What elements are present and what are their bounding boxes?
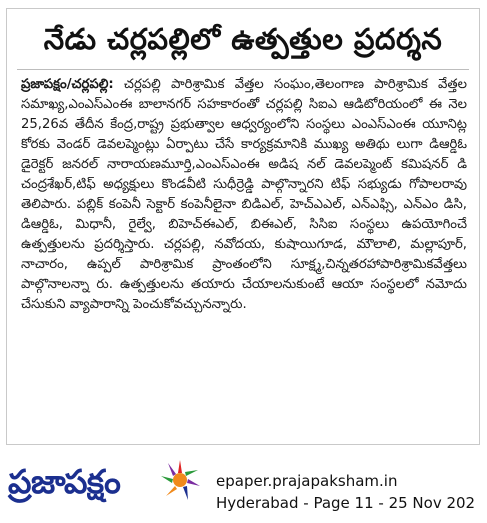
prajapaksham-logo	[8, 454, 204, 516]
headline-divider	[17, 69, 469, 70]
article-text: చర్లపల్లి పారిశ్రామిక వేత్తల సంఘం,తెలంగాణ పారిశ్రామిక వేత్తల సమాఖ్య,ఎంఎస్ఎంఈ బాలానగర్ సహకారంతో చర్లపల్లి సిఐఎ ఆడిటోరియంలో ఈ నెల 25,26వ తేదీన కేంద్ర,రాష్ట్ర ప్రభుత్వాల ఆధ్వర్యంలోని సంస్థలు ఎంఎస్ఎంఈ యూనిట్ల కోరకు వెండర్ డెవలప్మెంట్లు ఏర్పాటు చేసే కార్యక్రమానికి ముఖ్య అతిథు లుగా డిఆర్డిఓ డైరెక్టర్ జనరల్ నారాయణమూర్తి,ఎంఎస్ఎంఈ అడిష నల్ డెవలప్మెంట్ కమిషనర్ డి చంద్రశేఖర్,టిఫ్ అధ్యక్షులు కొండవీటి సుధీర్రెడ్డి పాల్గొన్నారని టిఫ్ సభ్యుడు గోపాలరావు తెలిపారు. పబ్లిక్ కంపెనీ సెక్టార్ కంపెనీలైనా బిడిఎల్, హెచ్ఎఎల్, ఎన్ఎఫ్సి, ఎన్ఎం డిసి, డిఆర్డిఓ, మిధానీ, రైల్వే, బిహెచ్ఈఎల్, బిఈఎల్, సిసిఐ సంస్థలు ఉపయోగించే ఉత్పత్తులను ప్రదర్శిస్తారు. చర్లపల్లి, నవోదయ, కుషాయిగూడ, మౌలాలి, మల్లాపూర్, నాచారం, ఉప్పల్ పారిశ్రామిక ప్రాంతంలోని సూక్ష్మ,చిన్నతరహాపారిశ్రామికవేత్తలు పాల్గొనాలన్నా రు. ఉత్పత్తులను తయారు చేయాలనుకుంటే ఆయా సంస్థలలో నమోదు చేసుకుని వ్యాపారాన్ని పెంచుకోవచ్చునన్నారు.	[21, 77, 467, 312]
news-clipping	[6, 8, 480, 445]
headline: నేడు చర్లపల్లిలో ఉత్పత్తుల ప్రదర్శన	[43, 22, 443, 56]
logo-burst-icon	[158, 458, 202, 502]
source-url: epaper.prajapaksham.in	[216, 472, 398, 490]
dateline: ప్రజాపక్షం/చర్లపల్లి:	[21, 77, 114, 92]
article-body	[21, 75, 467, 315]
source-info	[216, 470, 475, 514]
epaper-footer	[6, 452, 480, 518]
edition-line: Hyderabad - Page 11 - 25 Nov 202	[216, 494, 476, 512]
logo-wordmark: ప్రజాపక్షం	[8, 462, 121, 501]
